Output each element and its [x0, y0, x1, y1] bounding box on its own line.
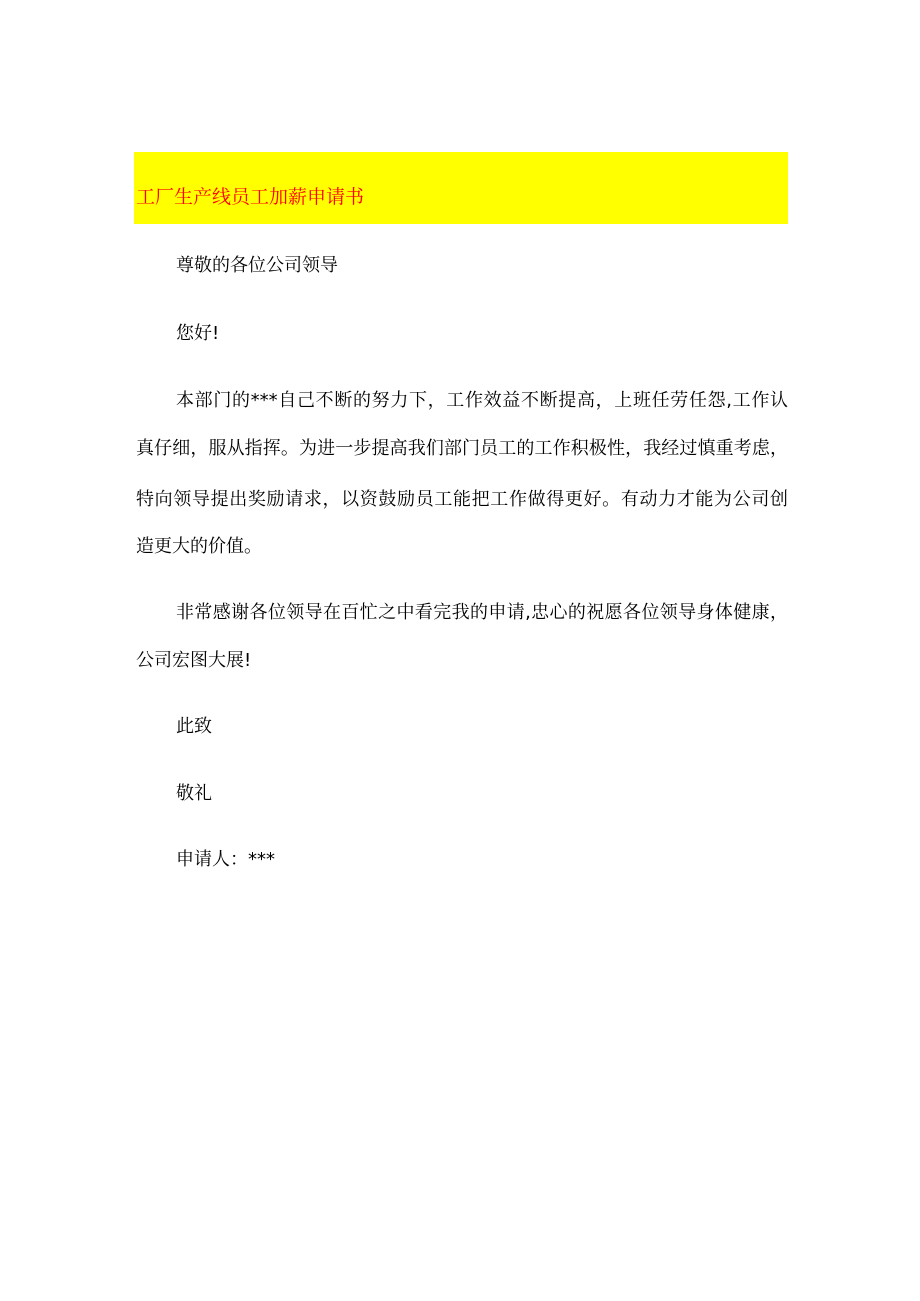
- document-title: 工厂生产线员工加薪申请书: [136, 186, 365, 208]
- paragraph-1-line-4: 造更大的价值。: [136, 536, 262, 557]
- closing-regards: 此致: [176, 716, 212, 737]
- paragraph-1-line-3: 特向领导提出奖励请求，以资鼓励员工能把工作做得更好。有动力才能为公司创: [136, 489, 788, 510]
- applicant-signature: 申请人：***: [176, 849, 275, 870]
- closing-salute: 敬礼: [176, 783, 212, 804]
- title-highlight: [134, 152, 788, 224]
- salutation: 尊敬的各位公司领导: [176, 255, 338, 276]
- paragraph-1-line-1: 本部门的***自己不断的努力下，工作效益不断提高，上班任劳任怨,工作认: [176, 390, 788, 411]
- paragraph-2-line-1: 非常感谢各位领导在百忙之中看完我的申请,忠心的祝愿各位领导身体健康，: [176, 602, 788, 623]
- paragraph-2-line-2: 公司宏图大展!: [136, 650, 252, 671]
- paragraph-1-line-2: 真仔细，服从指挥。为进一步提高我们部门员工的工作积极性，我经过慎重考虑，: [136, 438, 788, 459]
- greeting: 您好!: [176, 323, 220, 344]
